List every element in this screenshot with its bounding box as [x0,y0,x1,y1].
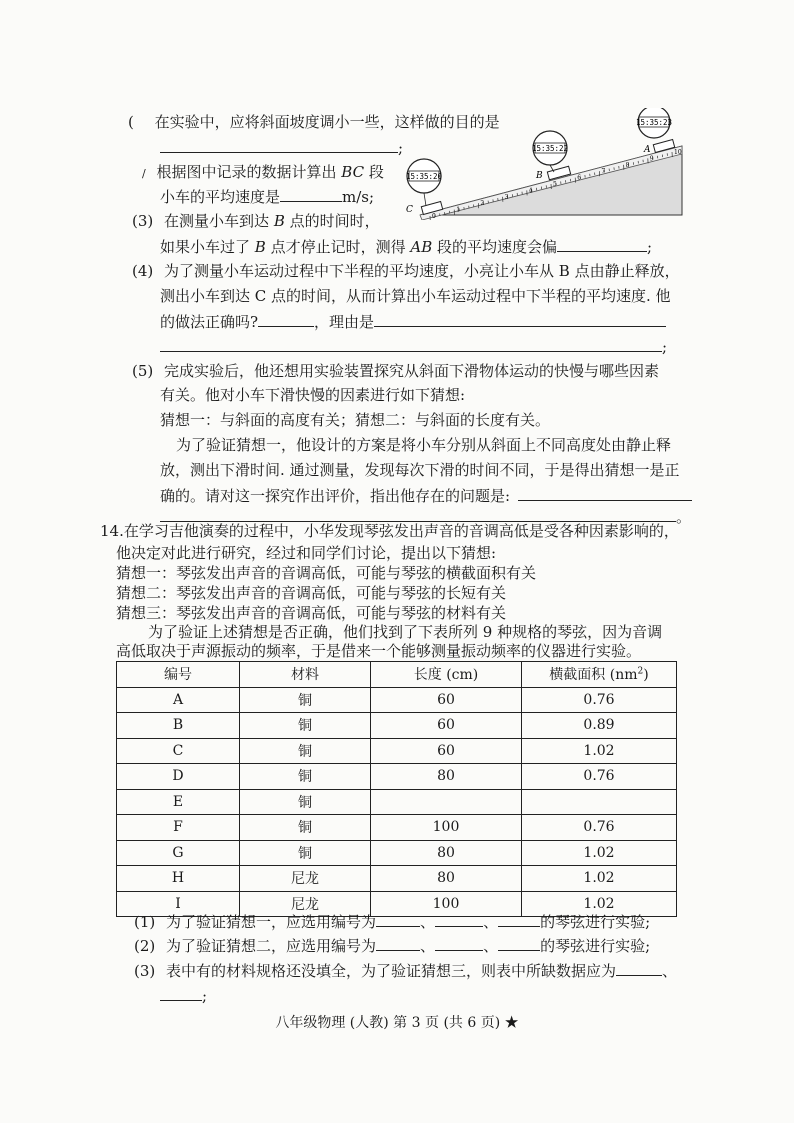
q13-part5-line4 [176,435,671,455]
cell-area: 1.02 [522,866,677,892]
cell-length: 80 [371,866,522,892]
q13-part4-text1: 为了测量小车运动过程中下半程的平均速度，小亮让小车从 B 点由静止释放， [164,262,680,280]
cell-length: 100 [371,891,522,917]
ruler-label: 3 [504,193,509,201]
q14-sub2-label: (2) [134,937,156,955]
answer-blank-1[interactable] [160,137,398,153]
q13-part3-label: (3) [132,212,154,230]
q13-part3-line1 [132,211,380,231]
answer-blank-12[interactable] [376,935,420,951]
answer-blank-4[interactable] [258,311,314,327]
cell-material: 尼龙 [240,891,371,917]
q13-part5-text3: 猜想一：与斜面的高度有关；猜想二：与斜面的长度有关。 [160,411,551,429]
table-row [117,713,677,739]
ruler-label: 10 [674,149,682,156]
cell-material: 尼龙 [240,866,371,892]
q13-part5-text4: 为了验证猜想一，他设计的方案是将小车分别从斜面上不同高度处由静止释 [176,436,672,454]
header-area-sup: 2 [637,666,644,677]
table-row [117,687,677,713]
q14-line1 [100,521,679,541]
answer-blank-6[interactable] [160,336,662,352]
cell-id: C [117,738,240,764]
cell-area: 0.76 [522,687,677,713]
incline-figure [400,108,690,220]
header-area-text: 横截面积 (nm [549,667,638,684]
cell-material: 铜 [240,713,371,739]
q14-sub1-end: 的琴弦进行实验; [540,913,651,931]
q13-part3-text: 在测量小车到达 [164,212,274,230]
q14-sub2-end: 的琴弦进行实验; [540,937,651,955]
cell-length: 60 [371,713,522,739]
answer-blank-16[interactable] [160,985,202,1001]
q14-number: 14. [100,522,124,540]
q13-part4-text3a: 的做法正确吗? [160,313,259,331]
q14-sub1-text: 为了验证猜想一，应选用编号为 [166,913,377,931]
cell-material: 铜 [240,815,371,841]
cell-material: 铜 [240,738,371,764]
table-body [117,687,677,917]
string-spec-table [116,661,677,917]
q13-part2-line1 [142,162,384,184]
answer-blank-3[interactable] [557,236,647,252]
q13-part3-end: ; [647,238,653,256]
table-row [117,789,677,815]
table-row [117,764,677,790]
ruler-label: 8 [625,161,630,169]
segment-bc: BC [341,163,365,181]
answer-blank-2[interactable] [280,186,342,202]
table-row [117,738,677,764]
cell-id: I [117,891,240,917]
q14-sub2-text: 为了验证猜想二，应选用编号为 [166,937,377,955]
cell-material: 铜 [240,687,371,713]
header-material: 材料 [240,662,371,688]
sep-5: 、 [662,962,678,980]
table-row [117,815,677,841]
q13-part5-line2 [160,385,465,405]
q13-part5-text1: 完成实验后，他还想用实验装置探究从斜面下滑物体运动的快慢与哪些因素 [164,362,660,380]
q13-part2-line2 [160,186,374,207]
q13-part4-line3 [160,311,666,332]
ruler-label: 1 [456,206,461,214]
table-row [117,866,677,892]
q13-part4-line2 [160,286,671,306]
q14-text3: 为了验证上述猜想是否正确，他们找到了下表所列 9 种规格的琴弦，因为音调 [148,623,663,641]
q14-line4 [116,641,641,661]
q13-part4-text2: 测出小车到达 C 点的时间，从而计算出小车运动过程中下半程的平均速度. 他 [160,287,671,305]
q13-part4-end: ; [662,338,668,356]
header-length: 长度 (cm) [371,662,522,688]
cell-area: 0.76 [522,815,677,841]
cell-id: D [117,764,240,790]
cell-area: 0.89 [522,713,677,739]
label-c: C [406,205,413,215]
ruler-label: 0 [432,213,436,220]
cell-length: 60 [371,738,522,764]
page-footer: 八年级物理 (人教) 第 3 页 (共 6 页) ★ [275,1015,519,1031]
cell-id: A [117,687,240,713]
clock-a-time: 15:35:23 [635,118,673,127]
sep-4: 、 [483,937,499,955]
point-b: B [273,212,285,230]
header-id: 编号 [117,662,240,688]
q13-part1-label: ( [128,113,134,131]
clock-a [636,108,672,138]
q14-sub1-label: (1) [134,913,156,931]
clock-c [406,159,443,206]
q13-part4-line4 [160,336,667,357]
q14-line2 [116,543,496,563]
q14-sub3 [134,960,677,981]
answer-blank-14[interactable] [498,935,540,951]
cell-material: 铜 [240,840,371,866]
q13-part5-line1 [132,361,659,381]
answer-blank-7[interactable] [518,485,692,501]
q13-part3-line2a: 如果小车过了 [160,238,255,256]
cell-length: 100 [371,815,522,841]
q13-part5-line5 [160,460,680,480]
header-area [522,662,677,688]
answer-blank-15[interactable] [616,960,662,976]
sep-1: 、 [420,913,436,931]
q13-part3-line2c: 段的平均速度会偏 [432,238,557,256]
q14-sub3-end: ; [202,987,208,1005]
ruler-label: 5 [553,181,557,188]
q14-guess1-text: 猜想一：琴弦发出声音的音调高低，可能与琴弦的横截面积有关 [116,564,537,582]
q13-part4-text3b: ，理由是 [314,313,375,331]
q13-part5-text2: 有关。他对小车下滑快慢的因素进行如下猜想: [160,386,466,404]
cell-area: 1.02 [522,840,677,866]
answer-blank-10[interactable] [435,911,483,927]
q13-part3-line2b: 点才停止记时，测得 [265,238,411,256]
sep-3: 、 [420,937,436,955]
q13-part3-line2 [160,236,652,257]
q13-part5-end: 。 [676,508,692,526]
q14-guess3 [116,603,506,623]
ruler-label: 6 [577,174,582,182]
cell-area [522,789,677,815]
q13-part2-text-c: 小车的平均速度是 [160,188,281,206]
cell-id: H [117,866,240,892]
q13-part2-unit: m/s; [342,188,375,206]
ruler-label: 9 [649,155,654,163]
cell-id: E [117,789,240,815]
answer-blank-8[interactable] [160,506,676,522]
q14-guess2 [116,583,506,603]
q14-sub3-line2 [160,985,207,1006]
q14-sub1 [134,911,650,932]
answer-blank-9[interactable] [376,911,420,927]
q13-part4-label: (4) [132,262,154,280]
q13-part5-text5: 放，测出下滑时间. 通过测量，发现每次下滑的时间不同，于是得出猜想一是正 [160,461,680,479]
q13-part5-label: (5) [132,362,154,380]
answer-blank-13[interactable] [435,935,483,951]
ruler-label: 7 [601,168,606,176]
label-b: B [536,171,543,181]
q13-part5-line6 [160,485,692,506]
table-row [117,840,677,866]
cell-area: 1.02 [522,891,677,917]
q13-part3-text-b: 点的时间时， [284,212,380,230]
cell-length [371,789,522,815]
q13-part1-end: ; [398,139,404,157]
q14-text2: 他决定对此进行研究，经过和同学们讨论，提出以下猜想: [116,544,497,562]
cell-area: 0.76 [522,764,677,790]
q13-part2-text: 根据图中记录的数据计算出 [156,163,342,181]
clock-b-time: 15:35:22 [531,144,569,153]
cell-length: 60 [371,687,522,713]
q13-part4-line1 [132,261,680,281]
answer-blank-11[interactable] [498,911,540,927]
ruler-label: 4 [528,187,533,195]
q14-text1: 在学习吉他演奏的过程中，小华发现琴弦发出声音的音调高低是受各种因素影响的， [123,522,679,540]
q13-part1-text: 在实验中，应将斜面坡度调小一些，这样做的目的是 [154,113,500,131]
q14-sub2 [134,935,650,956]
q14-guess3-text: 猜想三：琴弦发出声音的音调高低，可能与琴弦的材料有关 [116,604,507,622]
point-b-2: B [254,238,266,256]
q14-text4: 高低取决于声源振动的频率，于是借来一个能够测量振动频率的仪器进行实验。 [116,642,642,660]
header-area-close: ) [643,667,649,684]
answer-blank-5[interactable] [374,311,666,327]
cell-area: 1.02 [522,738,677,764]
q13-part2-label: / [142,167,146,180]
ruler-label: 2 [480,200,485,208]
cell-material: 铜 [240,764,371,790]
q13-part2-text-b: 段 [364,163,384,181]
clock-c-time: 15:35:20 [405,172,443,181]
cell-id: B [117,713,240,739]
q14-line3 [148,622,662,642]
segment-ab: AB [410,238,433,256]
cell-length: 80 [371,764,522,790]
sep-2: 、 [483,913,499,931]
cell-length: 80 [371,840,522,866]
cell-material: 铜 [240,789,371,815]
clock-b [532,131,568,172]
q13-part5-text6: 确的。请对这一探究作出评价，指出他存在的问题是: [160,487,511,505]
q14-guess1 [116,563,536,583]
label-a: A [644,145,651,155]
q13-part5-line3 [160,410,550,430]
cell-id: F [117,815,240,841]
q14-guess2-text: 猜想二：琴弦发出声音的音调高低，可能与琴弦的长短有关 [116,584,507,602]
table-header-row [117,662,677,688]
q14-sub3-label: (3) [134,962,156,980]
q13-part1-line2 [160,137,403,158]
cell-id: G [117,840,240,866]
q14-sub3-text: 表中有的材料规格还没填全，为了验证猜想三，则表中所缺数据应为 [166,962,617,980]
